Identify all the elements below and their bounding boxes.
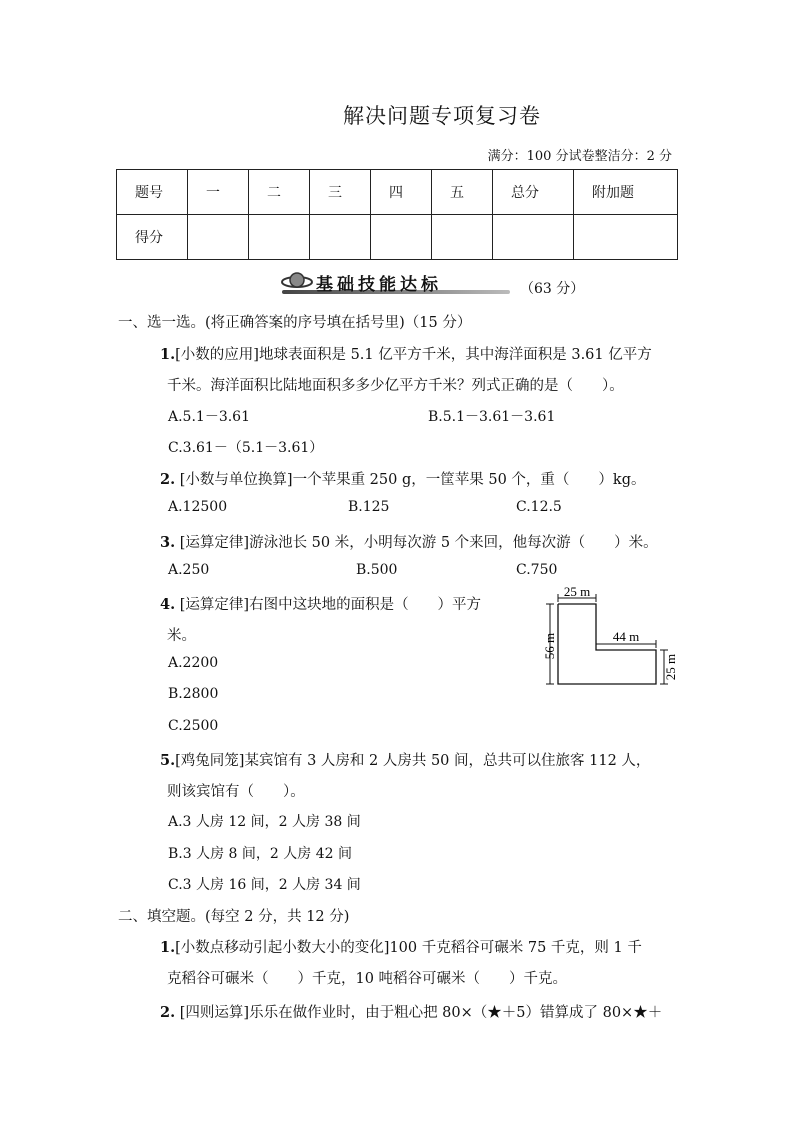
score-table — [116, 169, 678, 260]
question-number: 2. — [160, 1004, 176, 1021]
planet-icon — [280, 270, 314, 292]
option-a[interactable]: A.3 人房 12 间，2 人房 38 间 — [168, 814, 361, 830]
option-c[interactable]: C.3.61－（5.1－3.61） — [168, 440, 324, 456]
fill-question-1-line1 — [160, 936, 642, 957]
question-3 — [160, 531, 658, 552]
score-cell-empty[interactable] — [188, 215, 249, 260]
score-cell-empty[interactable] — [310, 215, 371, 260]
option-a[interactable]: A.12500 — [168, 499, 228, 515]
question-5-line1 — [160, 749, 650, 770]
score-note: 满分：100 分试卷整洁分：2 分 — [487, 149, 672, 164]
option-a[interactable]: A.2200 — [168, 655, 219, 671]
score-table-cell: 五 — [432, 170, 493, 215]
score-table-cell: 三 — [310, 170, 371, 215]
l-shape-figure — [540, 584, 680, 694]
question-number: 4. — [160, 596, 176, 613]
question-text: [运算定律]游泳池长 50 米，小明每次游 5 个来回，他每次游（ ）米。 — [179, 535, 658, 551]
score-cell-empty[interactable] — [249, 215, 310, 260]
question-text: [鸡兔同笼]某宾馆有 3 人房和 2 人房共 50 间，总共可以住旅客 112 人， — [175, 753, 651, 769]
score-cell-empty[interactable] — [493, 215, 574, 260]
score-table-score-row — [117, 215, 678, 260]
question-number: 3. — [160, 534, 176, 551]
score-table-cell: 二 — [249, 170, 310, 215]
score-table-cell: 题号 — [117, 170, 188, 215]
option-b[interactable]: B.3 人房 8 间，2 人房 42 间 — [168, 846, 352, 862]
section-banner — [280, 268, 515, 296]
question-text: [四则运算]乐乐在做作业时，由于粗心把 80×（★＋5）错算成了 80×★＋ — [179, 1005, 663, 1021]
score-cell-empty[interactable] — [371, 215, 432, 260]
option-c[interactable]: C.750 — [516, 562, 558, 578]
question-4-line2: 米。 — [167, 628, 196, 644]
score-table-cell: 一 — [188, 170, 249, 215]
question-text: [小数的应用]地球表面积是 5.1 亿平方千米，其中海洋面积是 3.61 亿平方 — [175, 347, 652, 363]
score-table-header-row — [117, 170, 678, 215]
score-table-cell: 四 — [371, 170, 432, 215]
option-b[interactable]: B.2800 — [168, 686, 219, 702]
score-cell-empty[interactable] — [574, 215, 678, 260]
left-dimension-label: 56 m — [542, 632, 557, 660]
question-text: [小数点移动引起小数大小的变化]100 千克稻谷可碾米 75 千克，则 1 千 — [175, 940, 642, 956]
question-text: [小数与单位换算]一个苹果重 250 g，一筐苹果 50 个，重（ ）kg。 — [179, 472, 646, 488]
section2-heading: 二、填空题。(每空 2 分，共 12 分) — [118, 909, 350, 925]
inner-dimension-label: 44 m — [612, 629, 640, 644]
question-2 — [160, 468, 645, 489]
option-c[interactable]: C.12.5 — [516, 499, 562, 515]
option-c[interactable]: C.3 人房 16 间，2 人房 34 间 — [168, 877, 361, 893]
option-b[interactable]: B.5.1－3.61－3.61 — [428, 409, 556, 425]
section1-heading: 一、选一选。(将正确答案的序号填在括号里)（15 分） — [118, 315, 472, 331]
option-b[interactable]: B.125 — [348, 499, 390, 515]
right-dimension-label: 25 m — [663, 653, 678, 681]
question-5-line2: 则该宾馆有（ ）。 — [167, 784, 305, 800]
banner-text: 基础技能达标 — [316, 275, 442, 295]
score-table-cell: 得分 — [117, 215, 188, 260]
option-a[interactable]: A.5.1－3.61 — [168, 409, 250, 425]
banner-points: （63 分） — [520, 281, 585, 297]
question-1-line1 — [160, 343, 652, 364]
question-number: 1. — [160, 939, 176, 956]
score-cell-empty[interactable] — [432, 215, 493, 260]
fill-question-2-line1 — [160, 1001, 662, 1022]
question-number: 1. — [160, 346, 176, 363]
score-table-cell: 附加题 — [574, 170, 678, 215]
option-c[interactable]: C.2500 — [168, 718, 219, 734]
question-1-line2: 千米。海洋面积比陆地面积多多少亿平方千米？列式正确的是（ ）。 — [167, 378, 624, 394]
page-title: 解决问题专项复习卷 — [343, 104, 541, 128]
question-number: 2. — [160, 471, 176, 488]
option-a[interactable]: A.250 — [168, 562, 210, 578]
question-number: 5. — [160, 752, 176, 769]
top-dimension-label: 25 m — [563, 584, 591, 599]
question-text: [运算定律]右图中这块地的面积是（ ）平方 — [179, 597, 482, 613]
option-b[interactable]: B.500 — [356, 562, 398, 578]
score-table-cell: 总分 — [493, 170, 574, 215]
question-4-line1 — [160, 593, 481, 614]
fill-question-1-line2: 克稻谷可碾米（ ）千克，10 吨稻谷可碾米（ ）千克。 — [167, 971, 568, 987]
